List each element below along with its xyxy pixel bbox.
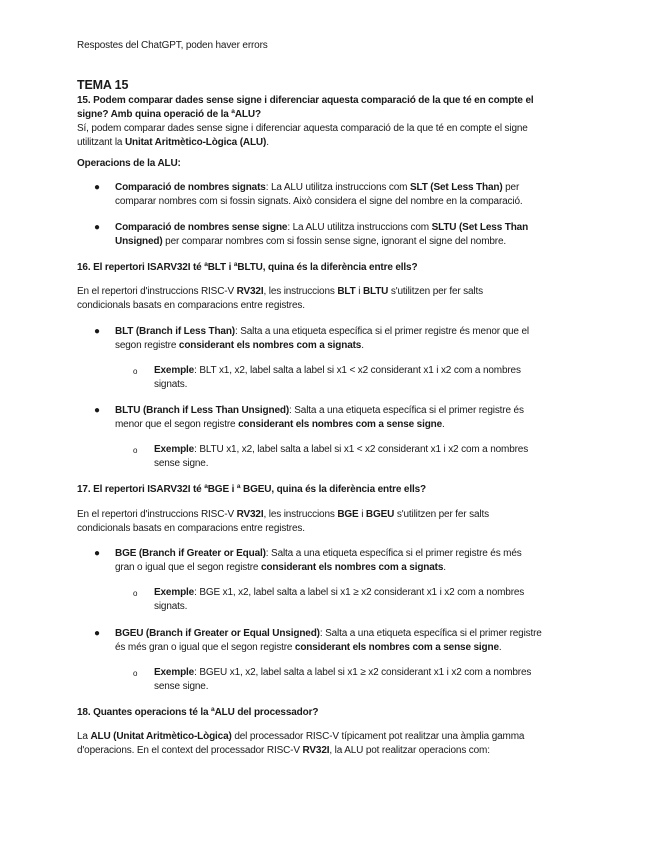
q18-heading: 18. Quantes operacions té la ªALU del processador?: [77, 707, 319, 718]
q16-blt-example-line1: Exemple: BLT x1, x2, label salta a label si x1 < x2 considerant x1 i x2 com a nombres: [154, 365, 521, 376]
sub-bullet-icon: o: [133, 446, 138, 455]
q17-bgeu-line1: BGEU (Branch if Greater or Equal Unsigned): Salta a una etiqueta específica si el primer registre: [115, 628, 542, 639]
q17-intro-line1: En el repertori d'instruccions RISC-V RV32I, les instruccions BGE i BGEU s'utilitzen per fer salts: [77, 509, 489, 520]
bullet-icon: ●: [94, 222, 101, 233]
q16-intro-line1: En el repertori d'instruccions RISC-V RV32I, les instruccions BLT i BLTU s'utilitzen per fer salts: [77, 286, 483, 297]
q16-bltu-line1: BLTU (Branch if Less Than Unsigned): Salta a una etiqueta específica si el primer registre és: [115, 405, 524, 416]
page-header: Respostes del ChatGPT, poden haver errors: [77, 40, 268, 51]
bullet-icon: ●: [94, 182, 101, 193]
q17-heading: 17. El repertori ISARV32I té ªBGE i ª BGEU, quina és la diferència entre ells?: [77, 484, 426, 495]
bullet-icon: ●: [94, 405, 101, 416]
q15-heading-line2: signe? Amb quina operació de la ªALU?: [77, 109, 261, 120]
sub-bullet-icon: o: [133, 669, 138, 678]
q15-item1-line1: Comparació de nombres signats: La ALU utilitza instruccions com SLT (Set Less Than) per: [115, 182, 520, 193]
q16-blt-line1: BLT (Branch if Less Than): Salta a una etiqueta específica si el primer registre és menor que el: [115, 326, 529, 337]
q16-blt-line2: segon registre considerant els nombres com a signats.: [115, 340, 364, 351]
q17-bge-example-line1: Exemple: BGE x1, x2, label salta a label si x1 ≥ x2 considerant x1 i x2 com a nombres: [154, 587, 525, 598]
q15-item2-line1: Comparació de nombres sense signe: La ALU utilitza instruccions com SLTU (Set Less Than: [115, 222, 529, 233]
q18-line1: La ALU (Unitat Aritmètico-Lògica) del processador RISC-V típicament pot realitzar una àmplia gamma: [77, 731, 525, 742]
bullet-icon: ●: [94, 326, 101, 337]
q17-bgeu-example-line2: sense signe.: [154, 681, 209, 692]
q15-item1-line2: comparar nombres com si fossin signats. Això considera el signe del nombre en la comparació.: [115, 196, 523, 207]
q16-bltu-example-line2: sense signe.: [154, 458, 209, 469]
q15-answer-line1: Sí, podem comparar dades sense signe i diferenciar aquesta comparació de la que té en compte el signe: [77, 123, 528, 134]
q15-ops-title: Operacions de la ALU:: [77, 158, 181, 169]
q15-item2-line2: Unsigned) per comparar nombres com si fossin sense signe, ignorant el signe del nombre.: [115, 236, 507, 247]
q17-bge-line1: BGE (Branch if Greater or Equal): Salta a una etiqueta específica si el primer registre és més: [115, 548, 522, 559]
bullet-icon: ●: [94, 548, 101, 559]
q17-bgeu-line2: és més gran o igual que el segon registre considerant els nombres com a sense signe.: [115, 642, 502, 653]
q18-line2: d'operacions. En el context del processador RISC-V RV32I, la ALU pot realitzar operacions com:: [77, 745, 490, 756]
q17-intro-line2: condicionals basats en comparacions entre registres.: [77, 523, 305, 534]
sub-bullet-icon: o: [133, 367, 138, 376]
bullet-icon: ●: [94, 628, 101, 639]
q16-heading: 16. El repertori ISARV32I té ªBLT i ªBLTU, quina és la diferència entre ells?: [77, 262, 418, 273]
q17-bgeu-example-line1: Exemple: BGEU x1, x2, label salta a label si x1 ≥ x2 considerant x1 i x2 com a nombres: [154, 667, 532, 678]
q15-heading-line1: 15. Podem comparar dades sense signe i diferenciar aquesta comparació de la que té en compte el: [77, 95, 534, 106]
sub-bullet-icon: o: [133, 589, 138, 598]
section-title: TEMA 15: [77, 78, 129, 92]
q17-bge-example-line2: signats.: [154, 601, 188, 612]
q16-intro-line2: condicionals basats en comparacions entre registres.: [77, 300, 305, 311]
q17-bge-line2: gran o igual que el segon registre considerant els nombres com a signats.: [115, 562, 446, 573]
q16-bltu-line2: menor que el segon registre considerant els nombres com a sense signe.: [115, 419, 445, 430]
q16-bltu-example-line1: Exemple: BLTU x1, x2, label salta a label si x1 < x2 considerant x1 i x2 com a nombres: [154, 444, 529, 455]
q15-answer-line2: utilitzant la Unitat Aritmètico-Lògica (ALU).: [77, 137, 269, 148]
q16-blt-example-line2: signats.: [154, 379, 188, 390]
